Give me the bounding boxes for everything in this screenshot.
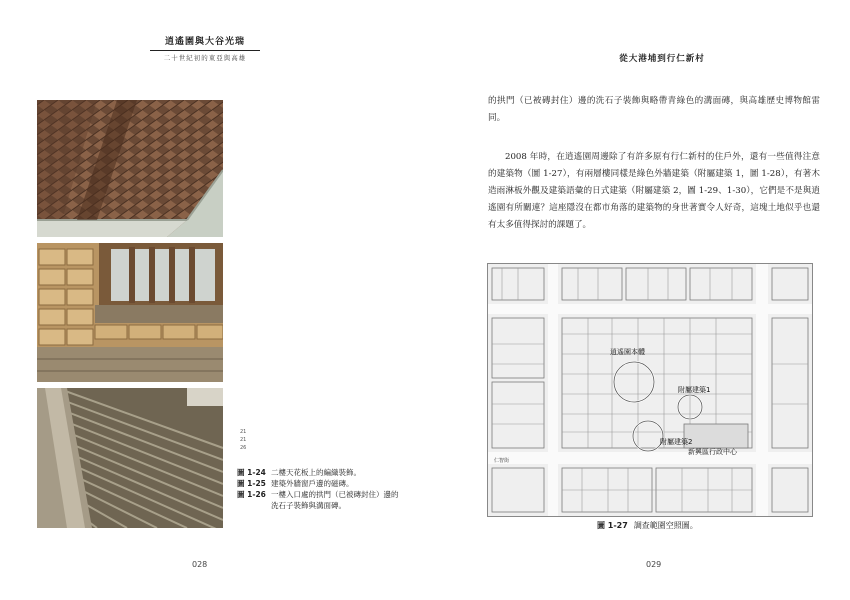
caption-number: 圖 1-26	[237, 490, 266, 499]
photo-reference-numbers	[240, 428, 246, 452]
photo-ref: 21	[240, 437, 247, 443]
map-label-admin: 新興區行政中心	[688, 448, 737, 456]
photo-arch-tiles	[37, 388, 223, 528]
right-page	[425, 0, 850, 600]
header-rule	[150, 50, 260, 51]
caption-text: 建築外牆窗戶邊的磁磚。	[271, 479, 354, 488]
figure-caption-1-27	[597, 520, 698, 531]
running-header	[150, 34, 260, 62]
photo-window-tiles	[37, 243, 223, 382]
page-number: 029	[646, 560, 662, 569]
map-label-street: 仁智街	[494, 458, 510, 464]
photo-woven-ceiling	[37, 100, 223, 237]
caption-1-25	[237, 478, 402, 489]
header-title: 逍遙園與大谷光瑞	[164, 37, 245, 47]
caption-1-26	[237, 489, 402, 511]
caption-number: 圖 1-27	[597, 521, 628, 530]
header-subtitle: 二十世紀初的東亞與高雄	[163, 54, 247, 62]
photo-ref: 26	[240, 445, 247, 451]
page-number: 028	[192, 560, 208, 569]
caption-number: 圖 1-25	[237, 479, 266, 488]
caption-text: 二樓天花板上的編織裝飾。	[271, 468, 361, 477]
caption-1-24	[237, 467, 402, 478]
caption-text: 調查範圍空照圖。	[633, 521, 698, 530]
caption-text: 一樓入口處的拱門（已被磚封住）邊的洗石子裝飾與溝面磚。	[271, 490, 399, 510]
figure-captions	[237, 467, 402, 511]
body-paragraph: 的拱門（已被磚封住）邊的洗石子裝飾與略帶青綠色的溝面磚，與高雄歷史博物館雷同。	[488, 96, 820, 123]
body-paragraph: 2008 年時，在逍遙園周邊除了有許多原有行仁新村的住戶外，還有一些值得注意的建築物（圖 1-27），有兩層樓同樣是綠色外牆建築（附屬建築 1，圖 1-28），有著木造雨淋板外觀及建築語彙的日式建築（附屬建築 2，圖 1-29、1-30），它們是不是與逍遙園有所關連？這座隱沒在都市角落的建築物的身世著實令人好奇，這塊土地似乎也還有太多值得探討的課題了。	[488, 152, 820, 230]
map-label-annex1: 附屬建築1	[678, 386, 711, 394]
running-header: 從大港埔到行仁新村	[619, 54, 705, 64]
map-label-annex2: 附屬建築2	[660, 438, 693, 446]
map-label-main: 逍遙園本體	[610, 348, 645, 356]
survey-area-map	[487, 263, 813, 517]
photo-ref: 21	[240, 429, 247, 435]
caption-number: 圖 1-24	[237, 468, 266, 477]
